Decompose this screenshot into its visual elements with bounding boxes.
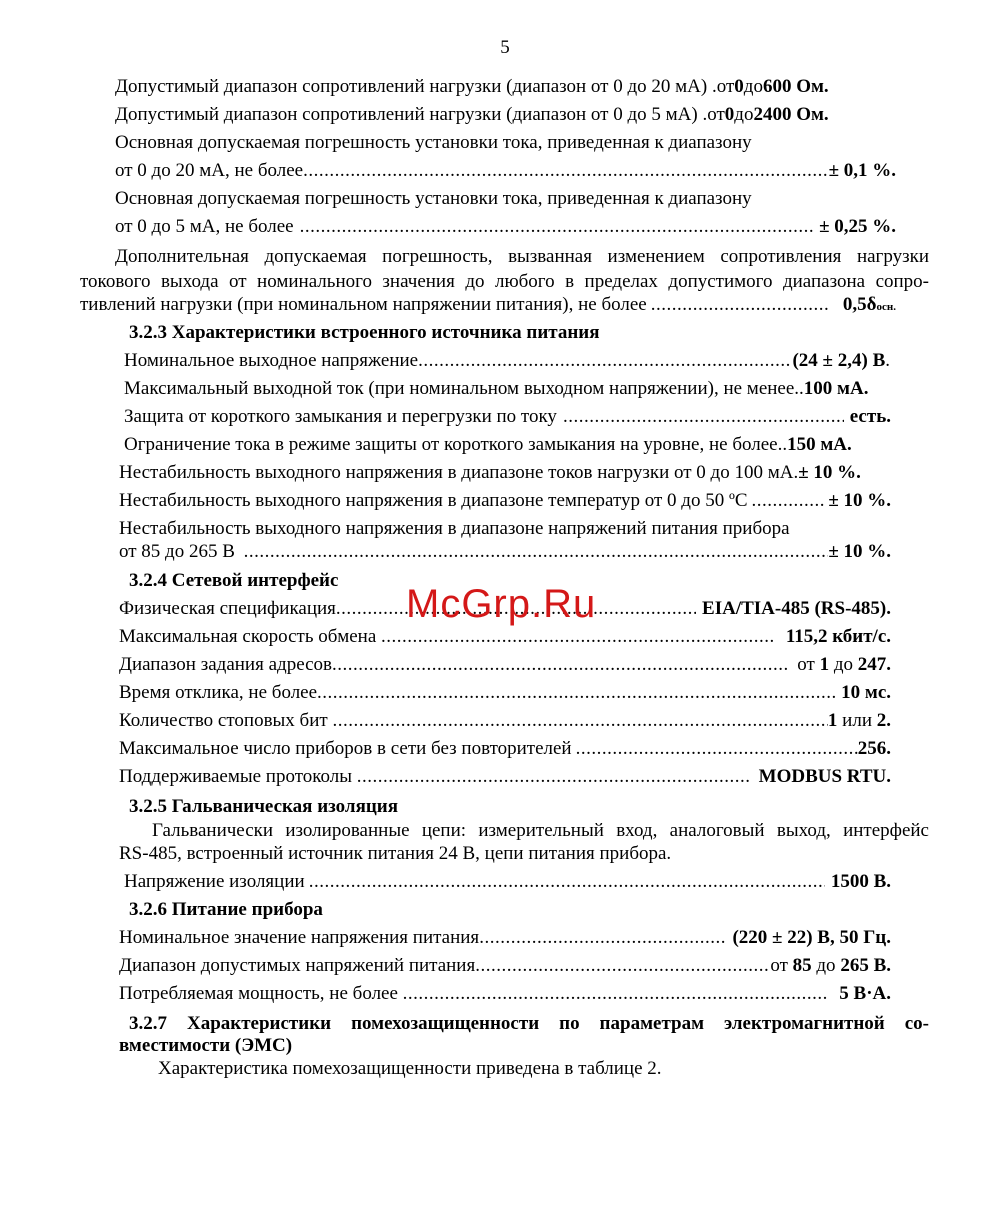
spec-label: от 0 до 20 мА, не более xyxy=(115,160,304,181)
spec-row-instability-temperature xyxy=(119,489,891,513)
spec-value: 10 мс. xyxy=(841,682,891,703)
section-heading-3-2-7-cont: вместимости (ЭМС) xyxy=(119,1035,293,1056)
spec-label: Защита от короткого замыкания и перегрузки по току xyxy=(124,406,557,427)
spec-label: Время отклика, не более xyxy=(119,682,318,703)
spec-value-max: 2400 Ом. xyxy=(753,104,829,125)
spec-row-max-devices xyxy=(119,737,891,761)
spec-value: ± 10 %. xyxy=(828,541,891,562)
spec-value-sep: до xyxy=(811,955,841,976)
page-number: 5 xyxy=(500,37,510,58)
leader-dots xyxy=(309,870,825,894)
leader-dots xyxy=(576,737,858,761)
spec-label: Потребляемая мощность, не более xyxy=(119,983,403,1004)
spec-value-min: 85 xyxy=(792,955,812,976)
spec-row-additional-error xyxy=(80,293,896,317)
spec-value: (24 ± 2,4) В xyxy=(792,350,886,371)
spec-row-current-limit xyxy=(124,433,852,457)
section-heading-3-2-4: 3.2.4 Сетевой интерфейс xyxy=(129,570,339,591)
spec-value-max: 600 Ом. xyxy=(762,76,829,97)
spec-value-min: 1 xyxy=(827,710,838,731)
section-heading-3-2-5: 3.2.5 Гальваническая изоляция xyxy=(129,796,399,817)
leader-dots xyxy=(303,159,828,183)
spec-label: Ограничение тока в режиме защиты от короткого замыкания на уровне, не более.. xyxy=(124,434,788,455)
spec-row-load-resistance-20ma xyxy=(115,75,896,99)
spec-label: Физическая спецификация xyxy=(119,598,336,619)
leader-dots xyxy=(418,349,792,373)
leader-dots xyxy=(403,982,828,1006)
spec-row-max-baud xyxy=(119,625,891,649)
spec-value: 100 мА. xyxy=(803,378,869,399)
spec-row-nominal-output-voltage xyxy=(124,349,890,373)
spec-label: Номинальное значение напряжения питания xyxy=(119,927,480,948)
spec-label: Основная допускаемая погрешность установки тока, приведенная к диапазону xyxy=(115,132,752,153)
paragraph-line: токового выхода от номинального значения до любого в пределах допустимого диапазона сопро- xyxy=(80,271,929,292)
leader-dots xyxy=(357,765,751,789)
spec-label: Максимальная скорость обмена xyxy=(119,626,382,647)
spec-row-supply-voltage-range xyxy=(119,954,891,978)
spec-value: 115,2 кбит/с. xyxy=(785,626,891,647)
spec-value: 1500 В. xyxy=(830,871,891,892)
section-heading-3-2-7: 3.2.7 Характеристики помехозащищенности по параметрам электромагнитной со- xyxy=(129,1013,929,1034)
spec-value: 150 мА. xyxy=(787,434,852,455)
spec-label: Допустимый диапазон сопротивлений нагрузки (диапазон от 0 до 20 мА) .от xyxy=(115,76,735,97)
spec-value-main: 0,5δ xyxy=(842,294,877,315)
spec-value: EIA/TIA-485 (RS-485). xyxy=(702,598,891,619)
spec-value-prefix: от xyxy=(792,654,820,675)
spec-label: Допустимый диапазон сопротивлений нагрузки (диапазон от 0 до 5 мА) .от xyxy=(115,104,725,125)
spec-label: Количество стоповых бит xyxy=(119,710,333,731)
spec-value xyxy=(843,293,896,319)
spec-label: Нестабильность выходного напряжения в диапазоне температур от 0 до 50 ºC xyxy=(119,490,748,511)
leader-dots xyxy=(752,489,825,513)
spec-label: от 0 до 5 мА, не более xyxy=(115,216,294,237)
spec-label: Номинальное выходное напряжение xyxy=(124,350,419,371)
spec-value-subscript: осн. xyxy=(876,301,896,313)
spec-value: есть. xyxy=(849,406,891,427)
spec-row-load-resistance-5ma xyxy=(115,103,896,127)
section-heading-3-2-3: 3.2.3 Характеристики встроенного источника питания xyxy=(129,322,600,343)
spec-row-protocols xyxy=(119,765,891,789)
spec-label: Максимальный выходной ток (при номинальном выходном напряжении), не менее.. xyxy=(124,378,804,399)
spec-value-sep: до xyxy=(829,654,858,675)
spec-row-response-time xyxy=(119,681,891,705)
spec-value: ± 10 %. xyxy=(828,490,891,511)
spec-label: Диапазон задания адресов xyxy=(119,654,332,675)
spec-value: ± 0,25 %. xyxy=(819,216,896,237)
spec-label: Диапазон допустимых напряжений питания xyxy=(119,955,476,976)
leader-dots xyxy=(479,926,726,950)
spec-value-sep: до xyxy=(734,104,754,125)
spec-label: Нестабильность выходного напряжения в диапазоне токов нагрузки от 0 до 100 мА. xyxy=(119,462,799,483)
spec-label: от 85 до 265 В xyxy=(119,541,240,562)
spec-row-nominal-supply-voltage xyxy=(119,926,891,950)
paragraph-line: RS-485, встроенный источник питания 24 В, цепи питания прибора. xyxy=(119,843,672,864)
leader-dots xyxy=(651,293,829,317)
leader-dots xyxy=(332,709,827,733)
spec-value-sep: до xyxy=(743,76,763,97)
paragraph-line: Дополнительная допускаемая погрешность, вызванная изменением сопротивления нагрузки xyxy=(115,246,929,267)
leader-dots xyxy=(300,215,813,239)
spec-label: Напряжение изоляции xyxy=(124,871,305,892)
spec-value-min: 1 xyxy=(819,654,830,675)
spec-row-instability-supply xyxy=(119,540,891,564)
leader-dots xyxy=(475,954,770,978)
spec-row-instability-load xyxy=(119,461,861,485)
spec-value-max: 265 В. xyxy=(840,955,891,976)
leader-dots xyxy=(244,540,829,564)
spec-row-short-circuit-protection xyxy=(124,405,891,429)
spec-label: Основная допускаемая погрешность установки тока, приведенная к диапазону xyxy=(115,188,752,209)
spec-label: Нестабильность выходного напряжения в диапазоне напряжений питания прибора xyxy=(119,518,790,539)
leader-dots xyxy=(563,405,844,429)
spec-value-prefix: от xyxy=(770,955,793,976)
spec-value: 5 В·А. xyxy=(839,983,891,1004)
spec-value-min: 0 xyxy=(724,104,735,125)
spec-value: ± 0,1 %. xyxy=(828,160,896,181)
spec-row-max-output-current xyxy=(124,377,868,401)
spec-row-error-20ma xyxy=(115,159,896,183)
spec-value-sep: или xyxy=(837,710,877,731)
spec-label: Максимальное число приборов в сети без повторителей xyxy=(119,738,572,759)
spec-value: ± 10 %. xyxy=(798,462,861,483)
leader-dots xyxy=(332,653,787,677)
spec-value: MODBUS RTU. xyxy=(758,766,891,787)
spec-value-min: 0 xyxy=(734,76,744,97)
spec-value: (220 ± 22) В, 50 Гц. xyxy=(732,927,891,948)
leader-dots xyxy=(381,625,776,649)
spec-row-isolation-voltage xyxy=(124,870,891,894)
watermark-logo: McGrp.Ru xyxy=(406,582,597,626)
section-heading-3-2-6: 3.2.6 Питание прибора xyxy=(129,899,323,920)
leader-dots xyxy=(317,681,835,705)
spec-row-error-5ma xyxy=(115,215,896,239)
spec-row-power-consumption xyxy=(119,982,891,1006)
spec-row-address-range xyxy=(119,653,891,677)
spec-value: 256. xyxy=(857,738,891,759)
paragraph-line: Характеристика помехозащищенности приведена в таблице 2. xyxy=(158,1058,662,1079)
spec-value-max: 247. xyxy=(857,654,891,675)
spec-row-stop-bits xyxy=(119,709,891,733)
spec-value-max: 2. xyxy=(876,710,891,731)
paragraph-line: Гальванически изолированные цепи: измерительный вход, аналоговый выход, интерфейс xyxy=(152,820,929,841)
spec-label: тивлений нагрузки (при номинальном напряжении питания), не более xyxy=(80,294,647,315)
spec-label: Поддерживаемые протоколы xyxy=(119,766,357,787)
spec-value-tail: . xyxy=(885,350,890,371)
